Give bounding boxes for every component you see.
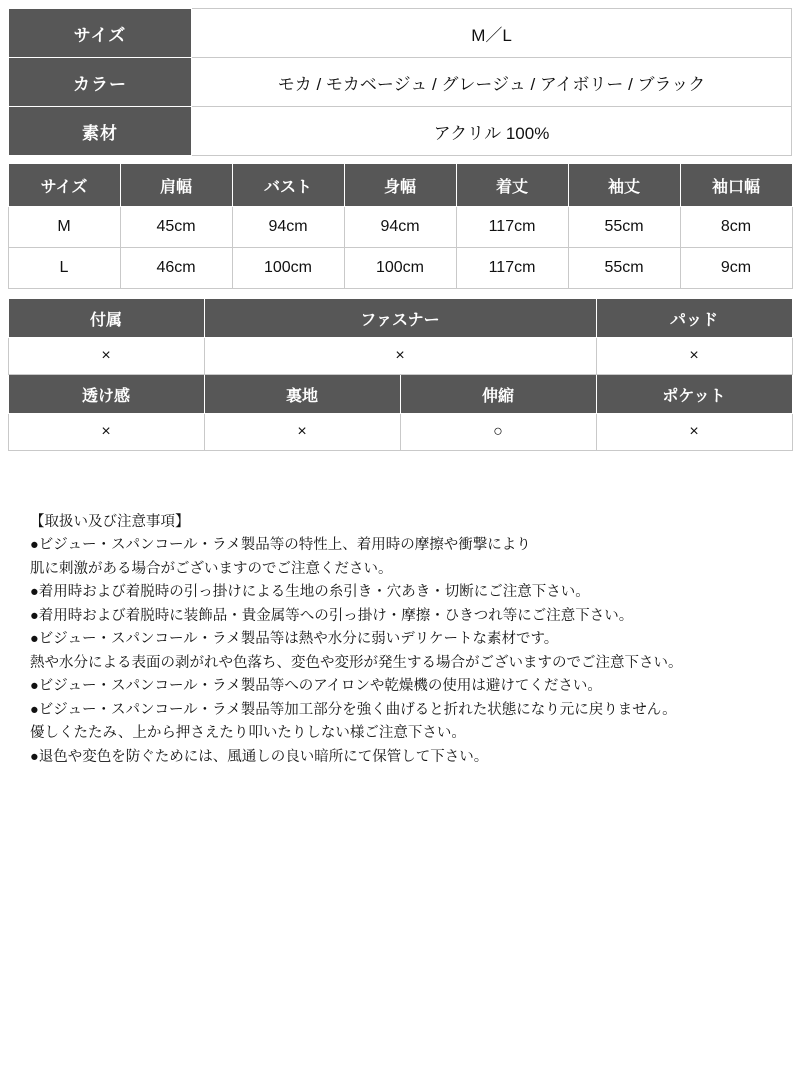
care-notes-line: ●ビジュー・スパンコール・ラメ製品等の特性上、着用時の摩擦や衝撃により: [30, 537, 531, 554]
measurements-header-cell: バスト: [232, 164, 344, 207]
measurements-cell: 46cm: [120, 248, 232, 289]
care-notes-line: ●着用時および着脱時の引っ掛けによる生地の糸引き・穴あき・切断にご注意下さい。: [30, 584, 590, 601]
measurements-header-cell: 袖丈: [568, 164, 680, 207]
care-notes: [30, 511, 770, 769]
measurements-cell: 9cm: [680, 248, 792, 289]
attributes-header-row-2: [8, 375, 792, 414]
table-row: [8, 207, 792, 248]
basic-spec-label-color: カラー: [9, 58, 192, 107]
attributes-header-row-1: [8, 299, 792, 338]
table-row: [9, 9, 792, 58]
basic-spec-value-size: M／L: [192, 9, 792, 58]
basic-spec-label-size: サイズ: [9, 9, 192, 58]
basic-spec-label-material: 素材: [9, 107, 192, 156]
measurements-cell: L: [8, 248, 120, 289]
measurements-cell: 55cm: [568, 207, 680, 248]
basic-spec-table: [8, 8, 792, 156]
care-notes-line: ●退色や変色を防ぐためには、風通しの良い暗所にて保管して下さい。: [30, 748, 489, 765]
care-notes-line: ●ビジュー・スパンコール・ラメ製品等へのアイロンや乾燥機の使用は避けてください。: [30, 678, 602, 695]
measurements-header-cell: 身幅: [344, 164, 456, 207]
product-spec-page: [0, 8, 800, 1075]
attributes-header-cell-lining: 裏地: [204, 375, 400, 414]
measurements-header-row: [8, 164, 792, 207]
measurements-header-cell: サイズ: [8, 164, 120, 207]
measurements-cell: 94cm: [232, 207, 344, 248]
attributes-header-cell-stretch: 伸縮: [400, 375, 596, 414]
attributes-header-cell-accessory: 付属: [8, 299, 204, 338]
attributes-header-cell-pad: パッド: [596, 299, 792, 338]
measurements-cell: 117cm: [456, 207, 568, 248]
table-row: [9, 58, 792, 107]
attributes-value-pocket: ×: [596, 414, 792, 451]
attributes-value-pad: ×: [596, 338, 792, 375]
attributes-value-sheerness: ×: [8, 414, 204, 451]
measurements-table: [8, 163, 793, 289]
care-notes-line: 熱や水分による表面の剥がれや色落ち、変色や変形が発生する場合がございますのでご注意下さい。: [30, 654, 683, 671]
attributes-value-accessory: ×: [8, 338, 204, 375]
care-notes-line: ●着用時および着脱時に装飾品・貴金属等への引っ掛け・摩擦・ひきつれ等にご注意下さい。: [30, 607, 634, 624]
measurements-cell: 94cm: [344, 207, 456, 248]
measurements-header-cell: 肩幅: [120, 164, 232, 207]
attributes-value-zipper: ×: [204, 338, 596, 375]
attributes-value-stretch: ○: [400, 414, 596, 451]
measurements-cell: 8cm: [680, 207, 792, 248]
measurements-cell: 55cm: [568, 248, 680, 289]
measurements-cell: 117cm: [456, 248, 568, 289]
attributes-header-cell-pocket: ポケット: [596, 375, 792, 414]
table-row: [9, 107, 792, 156]
care-notes-line: ●ビジュー・スパンコール・ラメ製品等は熱や水分に弱いデリケートな素材です。: [30, 631, 559, 648]
measurements-cell: 100cm: [344, 248, 456, 289]
basic-spec-value-material: アクリル 100%: [192, 107, 792, 156]
attributes-table: [8, 298, 793, 451]
care-notes-line: 肌に刺激がある場合がございますのでご注意ください。: [30, 560, 393, 577]
attributes-header-cell-zipper: ファスナー: [204, 299, 596, 338]
measurements-cell: 45cm: [120, 207, 232, 248]
attributes-value-row-2: [8, 414, 792, 451]
measurements-cell: M: [8, 207, 120, 248]
care-notes-title: 【取扱い及び注意事項】: [30, 514, 190, 530]
attributes-value-lining: ×: [204, 414, 400, 451]
attributes-value-row-1: [8, 338, 792, 375]
attributes-header-cell-sheerness: 透け感: [8, 375, 204, 414]
care-notes-line: ●ビジュー・スパンコール・ラメ製品等加工部分を強く曲げると折れた状態になり元に戻りません。: [30, 701, 677, 718]
measurements-header-cell: 着丈: [456, 164, 568, 207]
table-row: [8, 248, 792, 289]
basic-spec-value-color: モカ / モカベージュ / グレージュ / アイボリー / ブラック: [192, 58, 792, 107]
care-notes-line: 優しくたたみ、上から押さえたり叩いたりしない様ご注意下さい。: [30, 725, 466, 742]
measurements-header-cell: 袖口幅: [680, 164, 792, 207]
measurements-cell: 100cm: [232, 248, 344, 289]
